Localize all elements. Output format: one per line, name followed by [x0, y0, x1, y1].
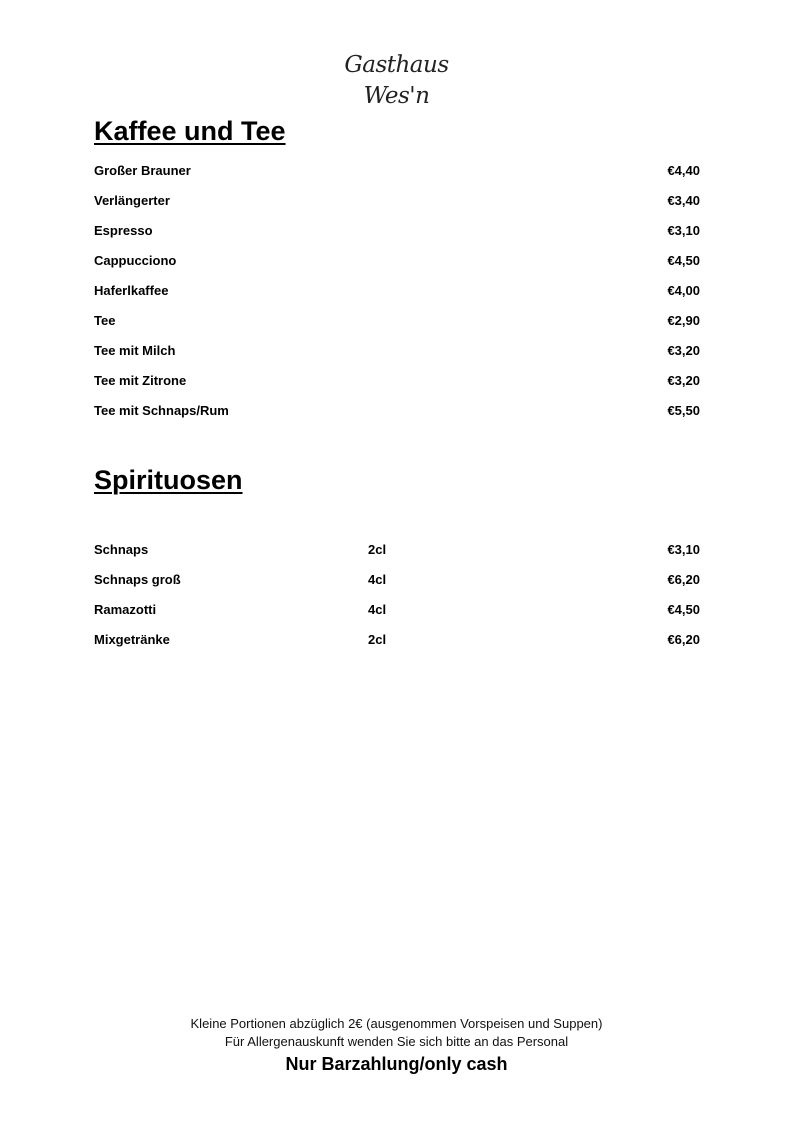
item-price: €3,10 [667, 542, 700, 557]
menu-item [94, 631, 700, 661]
item-size: 2cl [368, 632, 387, 647]
menu-item [94, 571, 700, 601]
item-price: €6,20 [667, 632, 700, 647]
item-name: Tee mit Zitrone [94, 373, 187, 388]
footer [0, 1015, 793, 1076]
menu-item [94, 282, 700, 312]
restaurant-logo [0, 50, 793, 112]
menu-item [94, 372, 700, 402]
item-size: 2cl [368, 542, 387, 557]
item-price: €4,00 [667, 283, 700, 298]
item-name: Tee mit Milch [94, 343, 176, 358]
item-price: €3,10 [667, 223, 700, 238]
item-price: €3,40 [667, 193, 700, 208]
item-name: Großer Brauner [94, 163, 191, 178]
footer-cash-notice: Nur Barzahlung/only cash [285, 1054, 508, 1074]
item-name: Schnaps groß [94, 572, 181, 587]
menu-item [94, 192, 700, 222]
item-name: Tee mit Schnaps/Rum [94, 403, 229, 418]
menu-item [94, 342, 700, 372]
menu-item [94, 312, 700, 342]
item-price: €2,90 [667, 313, 700, 328]
item-name: Haferlkaffee [94, 283, 169, 298]
footer-portion-note: Kleine Portionen abzüglich 2€ (ausgenommen Vorspeisen und Suppen) [190, 1016, 603, 1031]
logo-line-1: Gasthaus [344, 52, 449, 78]
menu-item [94, 252, 700, 282]
item-price: €3,20 [667, 373, 700, 388]
item-name: Cappucciono [94, 253, 177, 268]
footer-allergen-note: Für Allergenauskunft wenden Sie sich bitte an das Personal [224, 1034, 569, 1049]
item-price: €4,40 [667, 163, 700, 178]
item-price: €3,20 [667, 343, 700, 358]
item-name: Espresso [94, 223, 153, 238]
menu-item [94, 601, 700, 631]
menu-item [94, 541, 700, 571]
item-name: Schnaps [94, 542, 149, 557]
item-price: €6,20 [667, 572, 700, 587]
item-size: 4cl [368, 602, 387, 617]
logo-line-2: Wes'n [363, 83, 430, 109]
menu-list-spirituosen [94, 541, 700, 661]
item-price: €5,50 [667, 403, 700, 418]
item-price: €4,50 [667, 253, 700, 268]
item-size: 4cl [368, 572, 387, 587]
section-title-kaffee: Kaffee und Tee [94, 116, 286, 146]
menu-item [94, 162, 700, 192]
menu-item [94, 222, 700, 252]
item-name: Verlängerter [94, 193, 170, 208]
menu-list-kaffee [94, 162, 700, 432]
item-name: Tee [94, 313, 116, 328]
item-name: Ramazotti [94, 602, 157, 617]
item-price: €4,50 [667, 602, 700, 617]
item-name: Mixgetränke [94, 632, 170, 647]
menu-item [94, 402, 700, 432]
section-title-spirituosen: Spirituosen [94, 465, 243, 495]
